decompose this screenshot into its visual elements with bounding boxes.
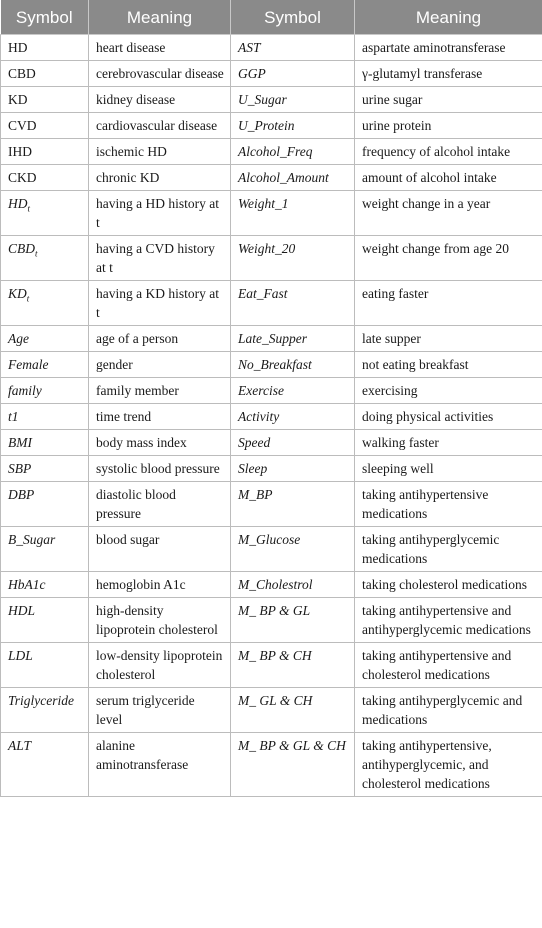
symbol-cell [1,352,89,378]
symbol-cell [1,35,89,61]
symbol-cell: Speed [231,430,355,456]
symbol-cell: Sleep [231,456,355,482]
table-row [1,733,542,797]
symbol-text: CBD [8,66,36,81]
meaning-cell: ischemic HD [89,139,231,165]
symbol-cell: M_ BP & GL [231,598,355,643]
symbol-text: HD [8,40,28,55]
table-row [1,191,542,236]
table-row [1,113,542,139]
symbol-cell [1,165,89,191]
meaning-cell: serum triglyceride level [89,688,231,733]
meaning-cell: taking cholesterol medications [355,572,542,598]
symbol-text: SBP [8,461,32,476]
symbol-subscript: t [27,203,31,214]
meaning-cell: walking faster [355,430,542,456]
meaning-cell: heart disease [89,35,231,61]
meaning-cell: alanine aminotransferase [89,733,231,797]
meaning-cell: gender [89,352,231,378]
symbol-cell: M_BP [231,482,355,527]
symbol-cell [1,598,89,643]
table-row [1,281,542,326]
symbol-text: HbA1c [8,577,46,592]
table-row [1,404,542,430]
symbol-text: CVD [8,118,37,133]
meaning-cell: sleeping well [355,456,542,482]
table-row [1,456,542,482]
meaning-cell: having a HD history at t [89,191,231,236]
meaning-cell: late supper [355,326,542,352]
symbol-cell: Exercise [231,378,355,404]
symbol-cell [1,643,89,688]
meaning-cell: taking antihyperglycemic and medications [355,688,542,733]
symbol-text: HDL [8,603,36,618]
table-row [1,61,542,87]
meaning-cell: body mass index [89,430,231,456]
header-row [1,0,542,35]
meaning-cell: weight change from age 20 [355,236,542,281]
symbol-subscript: t [35,248,38,259]
symbol-text: BMI [8,435,32,450]
symbol-cell [1,404,89,430]
meaning-cell: weight change in a year [355,191,542,236]
table-row [1,598,542,643]
meaning-cell: aspartate aminotransferase [355,35,542,61]
symbol-cell [1,527,89,572]
symbol-text: Triglyceride [8,693,74,708]
table-row [1,236,542,281]
symbol-cell [1,733,89,797]
meaning-cell: not eating breakfast [355,352,542,378]
meaning-cell: cerebrovascular disease [89,61,231,87]
meaning-cell: amount of alcohol intake [355,165,542,191]
symbol-text: KD [8,92,28,107]
symbol-text: family [8,383,42,398]
header-symbol-2: Symbol [231,0,355,35]
symbol-text: ALT [8,738,31,753]
table-row [1,165,542,191]
meaning-cell: kidney disease [89,87,231,113]
meaning-cell: urine sugar [355,87,542,113]
meaning-cell: diastolic blood pressure [89,482,231,527]
table-row [1,35,542,61]
table-row [1,326,542,352]
symbol-cell [1,113,89,139]
symbol-text: Age [8,331,29,346]
symbol-text: CBD [8,241,35,256]
symbol-cell [1,87,89,113]
table-row [1,139,542,165]
symbol-cell [1,378,89,404]
table-row [1,688,542,733]
symbol-text: DBP [8,487,35,502]
meaning-cell: eating faster [355,281,542,326]
symbol-cell [1,281,89,326]
symbol-cell: Activity [231,404,355,430]
symbol-cell [1,456,89,482]
meaning-cell: doing physical activities [355,404,542,430]
symbol-text: KD [8,286,27,301]
meaning-cell: taking antihypertensive and antihyperglycemic medications [355,598,542,643]
meaning-cell: exercising [355,378,542,404]
symbol-cell [1,326,89,352]
symbol-text: B_Sugar [8,532,56,547]
table-row [1,87,542,113]
meaning-cell: cardiovascular disease [89,113,231,139]
symbol-text: IHD [8,144,32,159]
symbol-cell [1,482,89,527]
symbol-cell: U_Protein [231,113,355,139]
table-row [1,352,542,378]
meaning-cell: family member [89,378,231,404]
table-row [1,572,542,598]
meaning-cell: having a KD history at t [89,281,231,326]
symbol-cell: M_Cholestrol [231,572,355,598]
symbol-cell [1,139,89,165]
table-body [1,35,542,797]
symbol-text: LDL [8,648,33,663]
symbol-cell: Late_Supper [231,326,355,352]
meaning-cell: hemoglobin A1c [89,572,231,598]
meaning-cell: low-density lipoprotein cholesterol [89,643,231,688]
meaning-cell: blood sugar [89,527,231,572]
symbol-cell: No_Breakfast [231,352,355,378]
meaning-cell: urine protein [355,113,542,139]
symbol-cell: M_Glucose [231,527,355,572]
symbol-cell: U_Sugar [231,87,355,113]
symbol-cell [1,191,89,236]
meaning-cell: systolic blood pressure [89,456,231,482]
meaning-cell: time trend [89,404,231,430]
symbol-text: t1 [8,409,19,424]
meaning-cell: high-density lipoprotein cholesterol [89,598,231,643]
symbol-cell: Alcohol_Amount [231,165,355,191]
symbol-text: HD [8,196,28,211]
meaning-cell: taking antihypertensive and cholesterol medications [355,643,542,688]
table-row [1,643,542,688]
symbol-cell [1,430,89,456]
symbol-subscript: t [26,293,30,304]
header-symbol-1: Symbol [1,0,89,35]
meaning-cell: chronic KD [89,165,231,191]
meaning-cell: γ-glutamyl transferase [355,61,542,87]
symbol-text: Female [8,357,49,372]
symbol-cell: Alcohol_Freq [231,139,355,165]
meaning-cell: age of a person [89,326,231,352]
table-row [1,527,542,572]
meaning-cell: taking antihypertensive, antihyperglycemic, and cholesterol medications [355,733,542,797]
symbol-cell: M_ BP & GL & CH [231,733,355,797]
symbol-cell: M_ GL & CH [231,688,355,733]
table-row [1,430,542,456]
symbol-cell: M_ BP & CH [231,643,355,688]
symbol-cell: AST [231,35,355,61]
symbol-cell [1,236,89,281]
table-row [1,378,542,404]
symbol-cell: GGP [231,61,355,87]
meaning-cell: frequency of alcohol intake [355,139,542,165]
symbol-cell [1,61,89,87]
symbol-cell [1,688,89,733]
symbol-text: CKD [8,170,37,185]
symbol-cell: Eat_Fast [231,281,355,326]
meaning-cell: taking antihyperglycemic medications [355,527,542,572]
header-meaning-1: Meaning [89,0,231,35]
table-row [1,482,542,527]
meaning-cell: having a CVD history at t [89,236,231,281]
meaning-cell: taking antihypertensive medications [355,482,542,527]
symbol-cell: Weight_1 [231,191,355,236]
symbol-cell [1,572,89,598]
symbol-cell: Weight_20 [231,236,355,281]
header-meaning-2: Meaning [355,0,542,35]
